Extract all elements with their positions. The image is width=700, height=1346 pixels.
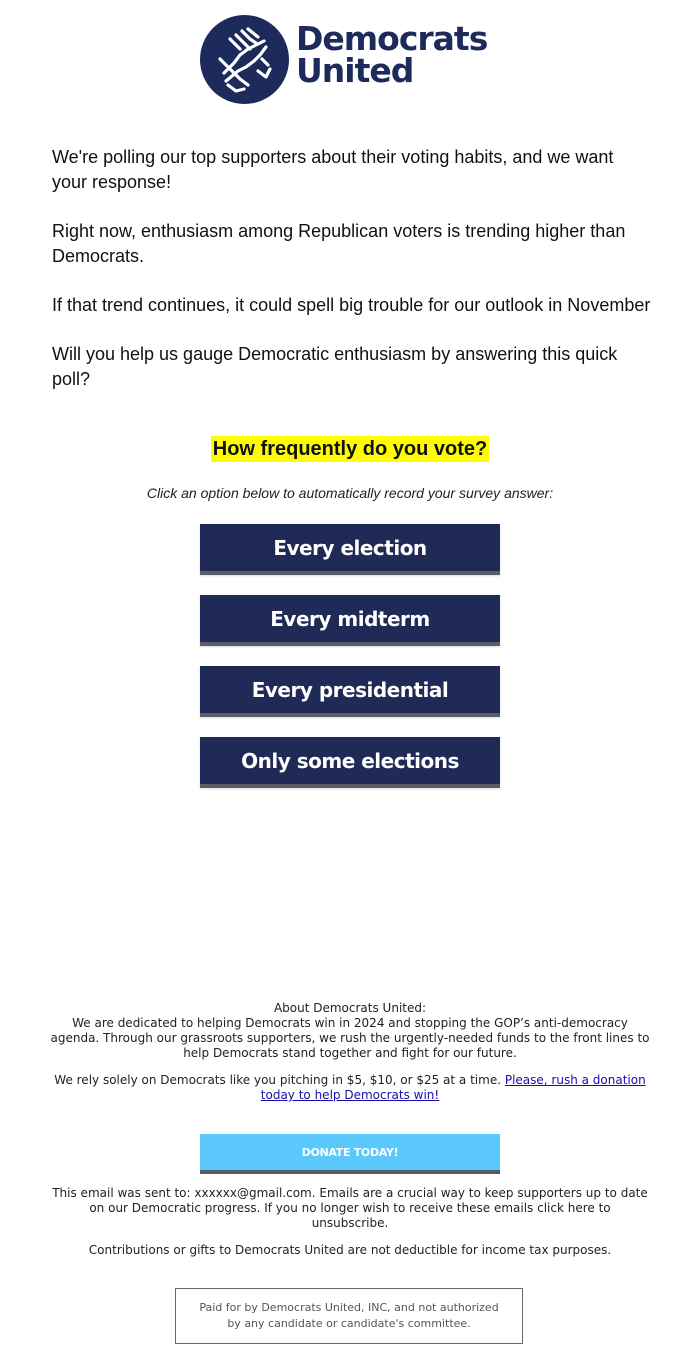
poll-question-wrap (0, 436, 700, 462)
intro-text (52, 145, 652, 416)
poll-instruction: Click an option below to automatically record your survey answer: (146, 485, 554, 501)
about-text: We are dedicated to helping Democrats win in 2024 and stopping the GOP’s anti-democracy agenda. Through our grassroots supporters, we rush the urgently-needed funds to the front lines to help Democrats stand together and fight for our future. (50, 1016, 650, 1060)
header (0, 13, 700, 105)
option-every-midterm-button[interactable]: Every midterm (200, 595, 500, 646)
rely-text-block (50, 1073, 650, 1103)
poll-question: How frequently do you vote? (212, 438, 488, 460)
contributions-notice: Contributions or gifts to Democrats United are not deductible for income tax purposes. (88, 1243, 612, 1257)
option-only-some-elections-button[interactable]: Only some elections (200, 737, 500, 788)
intro-paragraph: Right now, enthusiasm among Republican voters is trending higher than Democrats. (52, 221, 626, 266)
option-every-election-button[interactable]: Every election (200, 524, 500, 575)
logo-wordmark[interactable] (296, 19, 526, 90)
sent-to-notice: This email was sent to: xxxxxx@gmail.com. Emails are a crucial way to keep supporters up to date on our Democratic progress. If you no longer wish to receive these emails click here to unsubscribe. (52, 1186, 648, 1230)
intro-paragraph: Will you help us gauge Democratic enthusiasm by answering this quick poll? (52, 344, 618, 389)
donate-button[interactable]: DONATE TODAY! (200, 1134, 500, 1174)
rely-text: We rely solely on Democrats like you pitching in $5, $10, or $25 at a time. (54, 1073, 505, 1087)
option-every-presidential-button[interactable]: Every presidential (200, 666, 500, 717)
paid-for-disclaimer: Paid for by Democrats United, INC, and not authorized by any candidate or candidate's committee. (175, 1288, 523, 1344)
logo-line-1: Democrats (296, 19, 488, 58)
about-section (50, 1001, 650, 1061)
logo-line-2: United (296, 51, 414, 90)
about-title: About Democrats United: (273, 1001, 427, 1015)
intro-paragraph: We're polling our top supporters about their voting habits, and we want your response! (52, 147, 614, 192)
clasped-hands-icon (200, 15, 289, 104)
intro-paragraph: If that trend continues, it could spell big trouble for our outlook in November (52, 295, 651, 315)
donation-link[interactable]: Please, rush a donation today to help Democrats win! (260, 1073, 646, 1102)
